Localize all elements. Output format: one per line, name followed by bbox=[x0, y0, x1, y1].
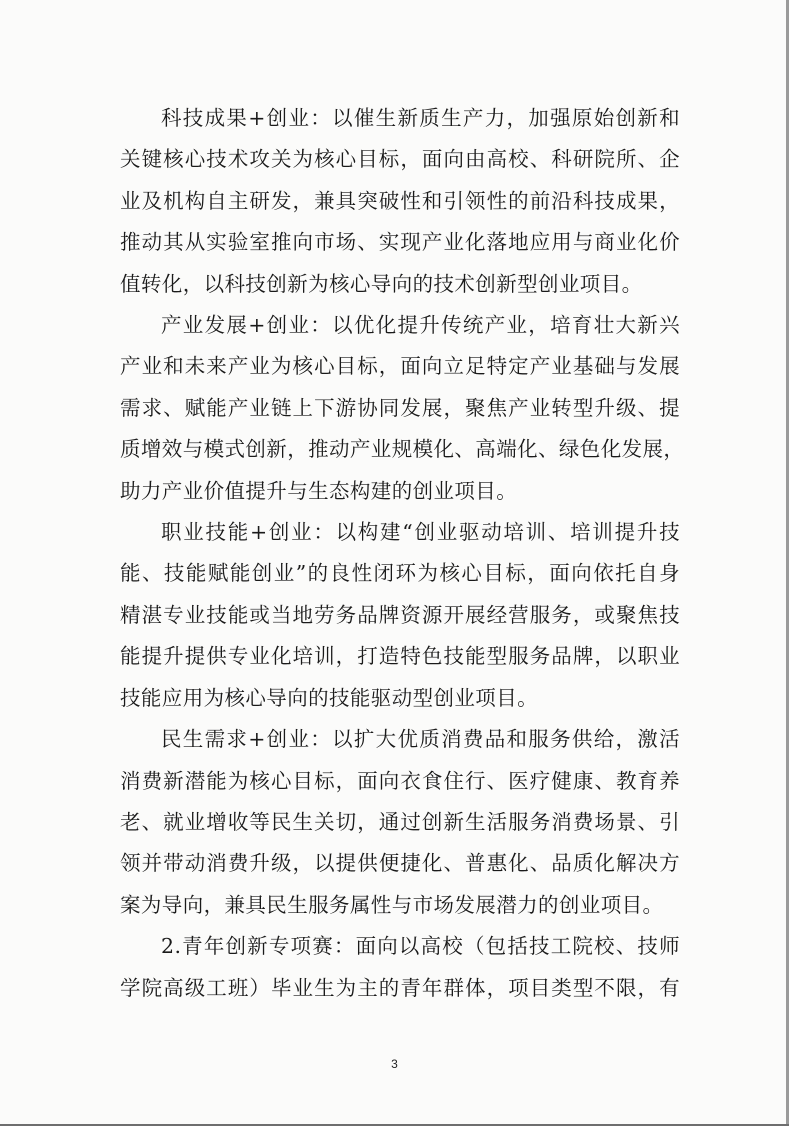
text-line: 需求、赋能产业链上下游协同发展，聚焦产业转型升级、提 bbox=[120, 395, 680, 420]
text-line: 能、技能赋能创业”的良性闭环为核心目标，面向依托自身 bbox=[120, 561, 680, 586]
body-text bbox=[120, 98, 685, 1009]
paragraph-industry-development bbox=[120, 305, 685, 512]
text-line: 职业技能+创业：以构建“创业驱动培训、培训提升技 bbox=[161, 520, 680, 545]
paragraph-youth-innovation bbox=[120, 926, 680, 1009]
text-line: 推动其从实验室推向市场、实现产业化落地应用与商业化价 bbox=[120, 230, 680, 255]
paragraph-livelihood-needs bbox=[120, 719, 680, 926]
text-line: 质增效与模式创新，推动产业规模化、高端化、绿色化发展， bbox=[120, 437, 685, 462]
text-line: 案为导向，兼具民生服务属性与市场发展潜力的创业项目。 bbox=[120, 892, 664, 917]
text-line: 关键核心技术攻关为核心目标，面向由高校、科研院所、企 bbox=[120, 147, 680, 172]
text-line: 老、就业增收等民生关切，通过创新生活服务消费场景、引 bbox=[120, 809, 680, 834]
text-line: 能提升提供专业化培训，打造特色技能型服务品牌，以职业 bbox=[120, 644, 680, 669]
text-line: 学院高级工班）毕业生为主的青年群体，项目类型不限，有 bbox=[120, 975, 680, 1000]
text-line: 消费新潜能为核心目标，面向衣食住行、医疗健康、教育养 bbox=[120, 768, 680, 793]
text-line: 产业发展+创业：以优化提升传统产业，培育壮大新兴 bbox=[161, 313, 680, 338]
text-line: 科技成果+创业：以催生新质生产力，加强原始创新和 bbox=[161, 106, 680, 130]
text-line: 精湛专业技能或当地劳务品牌资源开展经营服务，或聚焦技 bbox=[120, 602, 680, 627]
text-line: 产业和未来产业为核心目标，面向立足特定产业基础与发展 bbox=[120, 354, 680, 379]
paragraph-vocational-skills bbox=[120, 512, 680, 719]
text-line: 民生需求+创业：以扩大优质消费品和服务供给，激活 bbox=[161, 727, 680, 752]
text-line: 值转化，以科技创新为核心导向的技术创新型创业项目。 bbox=[120, 271, 643, 296]
text-line: 助力产业价值提升与生态构建的创业项目。 bbox=[120, 478, 518, 503]
text-line: 业及机构自主研发，兼具突破性和引领性的前沿科技成果， bbox=[120, 188, 680, 213]
page-number: 3 bbox=[391, 1057, 398, 1071]
text-line: 2.青年创新专项赛：面向以高校（包括技工院校、技师 bbox=[161, 934, 680, 959]
paragraph-tech-achievements bbox=[120, 98, 680, 305]
text-line: 领并带动消费升级，以提供便捷化、普惠化、品质化解决方 bbox=[120, 851, 680, 876]
text-line: 技能应用为核心导向的技能驱动型创业项目。 bbox=[120, 685, 538, 710]
